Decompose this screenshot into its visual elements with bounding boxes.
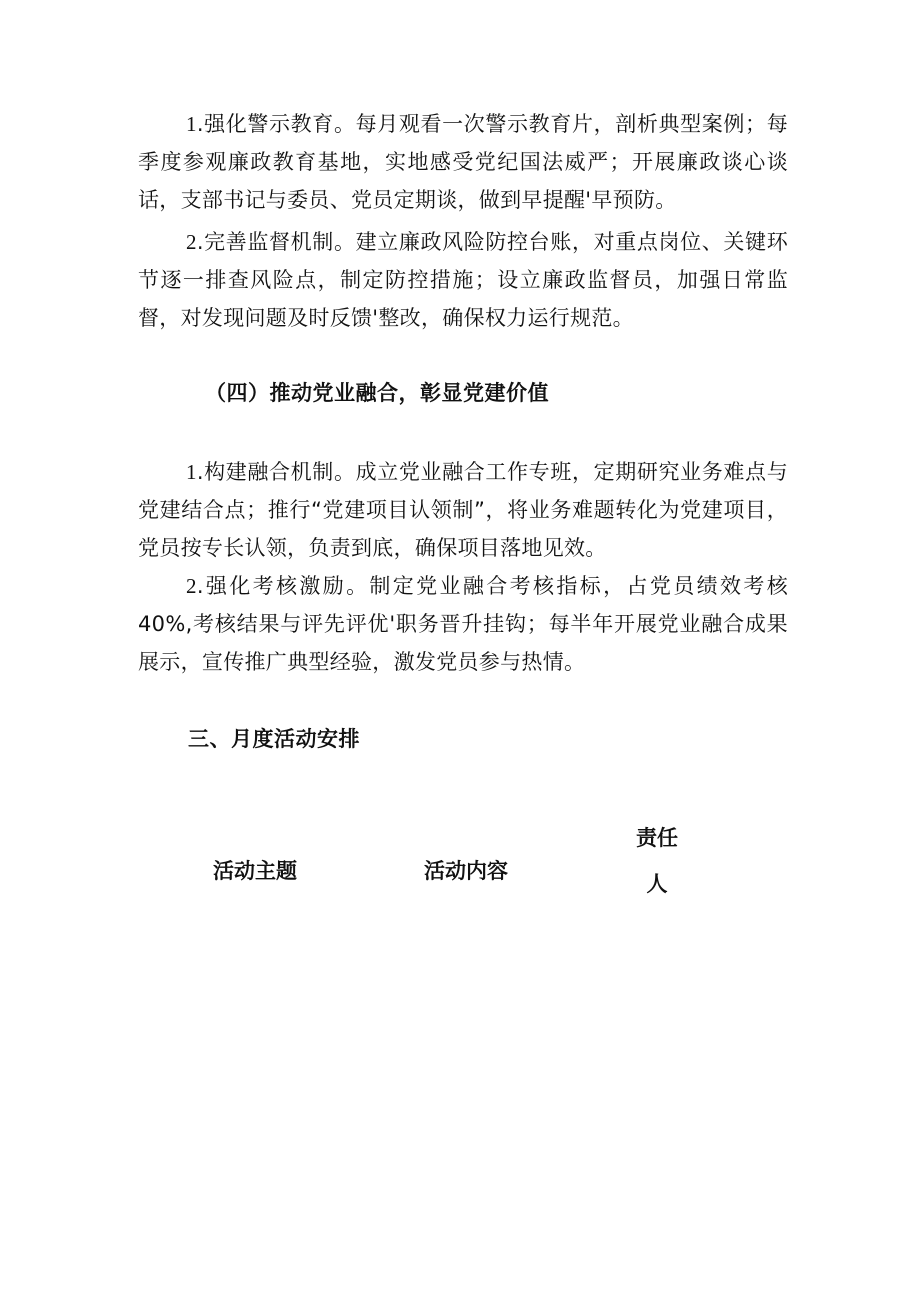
table-header-responsible-line1: 责任 [636, 826, 678, 850]
item-number: 1 [186, 460, 197, 484]
item-number: 1 [186, 112, 197, 136]
section-heading-monthly-activities: 三、月度活动安排 [188, 727, 360, 751]
paragraph-text: .强化警示教育。每月观看一次警示教育片，剖析典型案例；每季度参观廉政教育基地，实地感受党纪国法威严；开展廉政谈心谈话，支部书记与委员、党员定期谈，做到早提醒'早预防。 [138, 112, 788, 212]
paragraph-integration-mechanism [138, 453, 788, 567]
item-number: 2 [186, 574, 197, 598]
paragraph-warning-education [138, 105, 788, 219]
table-header-responsible [627, 815, 687, 907]
item-number: 2 [186, 230, 197, 254]
paragraph-text: .构建融合机制。成立党业融合工作专班，定期研究业务难点与党建结合点；推行“党建项目认领制”，将业务难题转化为党建项目，党员按专长认领，负责到底，确保项目落地见效。 [138, 460, 788, 560]
paragraph-assessment-incentive [138, 567, 788, 681]
table-header-theme: 活动主题 [213, 859, 297, 883]
table-header-responsible-line2: 人 [646, 872, 668, 896]
paragraph-text: .强化考核激励。制定党业融合考核指标，占党员绩效考核40%,考核结果与评先评优'职务晋升挂钩；每半年开展党业融合成果展示，宣传推广典型经验，激发党员参与热情。 [138, 574, 788, 674]
table-header-content: 活动内容 [424, 859, 508, 883]
paragraph-supervision-mechanism [138, 223, 788, 337]
paragraph-text: .完善监督机制。建立廉政风险防控台账，对重点岗位、关键环节逐一排查风险点，制定防控措施；设立廉政监督员，加强日常监督，对发现问题及时反馈'整改，确保权力运行规范。 [138, 230, 788, 330]
section-heading-party-business: （四）推动党业融合，彰显党建价值 [205, 381, 549, 405]
